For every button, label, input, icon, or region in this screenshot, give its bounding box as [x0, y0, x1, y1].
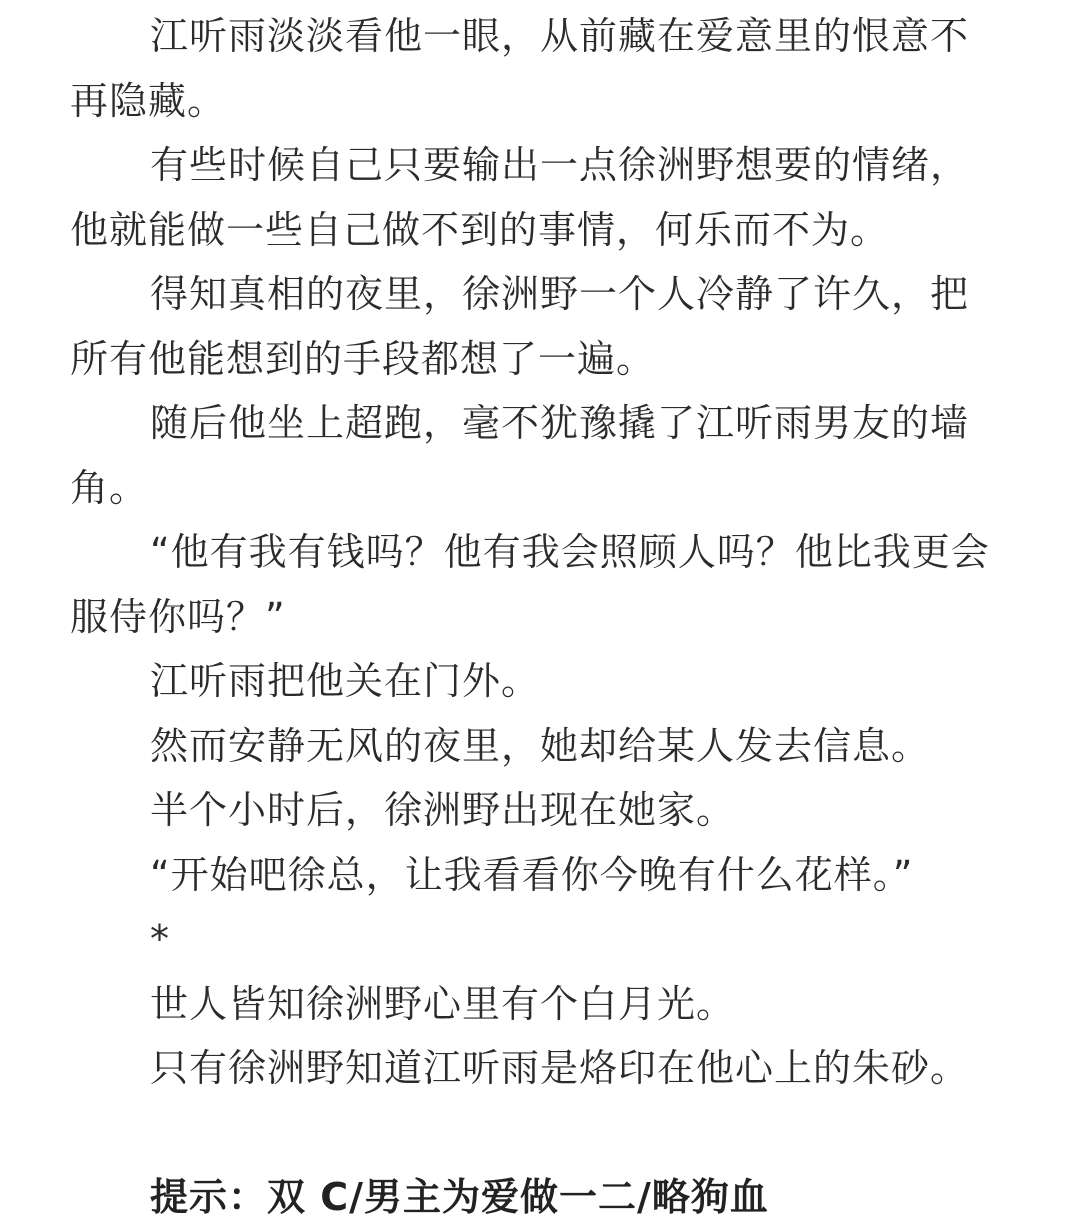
paragraph-7: 然而安静无风的夜里，她却给某人发去信息。 [150, 723, 931, 768]
document-body [70, 4, 1000, 1230]
paragraph-4: 随后他坐上超跑，毫不犹豫撬了江听雨男友的墙角。 [70, 401, 970, 510]
paragraph-10: 世人皆知徐洲野心里有个白月光。 [150, 981, 736, 1026]
paragraph-2: 有些时候自己只要输出一点徐洲野想要的情绪，他就能做一些自己做不到的事情，何乐而不为。 [70, 143, 970, 252]
paragraph-8: 半个小时后，徐洲野出现在她家。 [150, 788, 736, 832]
paragraph-1: 江听雨淡淡看他一眼，从前藏在爱意里的恨意不再隐藏。 [70, 14, 970, 123]
paragraph-3: 得知真相的夜里，徐洲野一个人冷静了许久，把所有他能想到的手段都想了一遍。 [70, 272, 970, 381]
paragraph-9: “开始吧徐总，让我看看你今晚有什么花样。” [150, 852, 914, 897]
paragraph-6: 江听雨把他关在门外。 [150, 659, 541, 703]
blank-line [70, 1101, 1000, 1166]
paragraph-5: “他有我有钱吗？他有我会照顾人吗？他比我更会服侍你吗？” [70, 530, 990, 639]
hint-line: 提示：双 C/男主为爱做一二/略狗血 [150, 1175, 769, 1219]
paragraph-11: 只有徐洲野知道江听雨是烙印在他心上的朱砂。 [150, 1046, 970, 1090]
section-separator: * [150, 917, 170, 961]
